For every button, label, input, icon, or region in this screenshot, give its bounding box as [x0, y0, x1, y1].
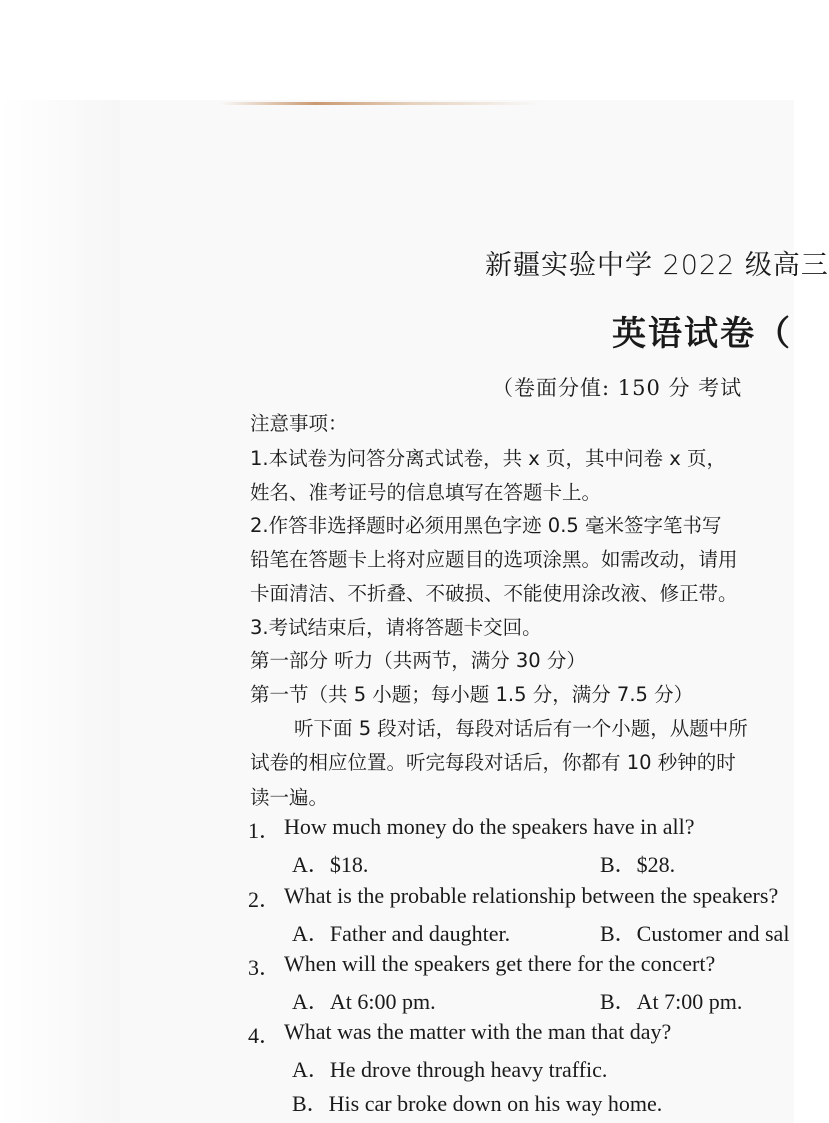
notice-line-1: 1.本试卷为问答分离式试卷，共 x 页，其中问卷 x 页，	[250, 447, 726, 470]
question-4-text: What was the matter with the man that day?	[284, 1019, 672, 1044]
notice-heading: 注意事项：	[250, 412, 348, 435]
notice-line-4: 铅笔在答题卡上将对应题目的选项涂黑。如需改动，请用	[250, 548, 738, 571]
question-1-number: 1．	[248, 818, 282, 843]
paper-edge-shadow	[220, 102, 540, 105]
question-2-option-b: B．Customer and sal	[600, 921, 790, 946]
question-1-option-b: B．$28.	[600, 852, 676, 877]
instruction-line-1: 听下面 5 段对话，每段对话后有一个小题，从题中所	[294, 717, 748, 740]
exam-title: 英语试卷（	[612, 314, 792, 354]
question-3-number: 3．	[248, 955, 282, 980]
instruction-line-2: 试卷的相应位置。听完每段对话后，你都有 10 秒钟的时	[250, 751, 736, 774]
scan-margin	[0, 100, 120, 1123]
question-1-option-a: A．$18.	[292, 852, 369, 877]
part1-heading: 第一部分 听力（共两节，满分 30 分）	[250, 649, 586, 672]
notice-line-2: 姓名、准考证号的信息填写在答题卡上。	[250, 481, 602, 504]
instruction-line-3: 读一遍。	[250, 786, 329, 809]
notice-line-3: 2.作答非选择题时必须用黑色字迹 0.5 毫米签字笔书写	[250, 514, 722, 537]
notice-line-6: 3.考试结束后，请将答题卡交回。	[250, 616, 542, 639]
school-line: 新疆实验中学 2022 级高三	[485, 250, 829, 281]
question-2-option-a: A．Father and daughter.	[292, 921, 511, 946]
section1-heading: 第一节（共 5 小题；每小题 1.5 分，满分 7.5 分）	[250, 683, 694, 706]
question-3-option-a: A．At 6:00 pm.	[292, 989, 436, 1014]
question-3-option-b: B．At 7:00 pm.	[600, 989, 743, 1014]
score-line: （卷面分值: 150 分 考试	[492, 376, 743, 400]
question-4-option-a: A．He drove through heavy traffic.	[292, 1057, 608, 1082]
question-2-text: What is the probable relationship between the speakers?	[284, 883, 779, 908]
question-4-number: 4．	[248, 1023, 282, 1048]
notice-line-5: 卡面清洁、不折叠、不破损、不能使用涂改液、修正带。	[250, 582, 738, 605]
question-2-number: 2．	[248, 887, 282, 912]
question-4-option-b: B．His car broke down on his way home.	[292, 1091, 663, 1116]
question-1-text: How much money do the speakers have in all?	[284, 814, 695, 839]
question-3-text: When will the speakers get there for the concert?	[284, 951, 716, 976]
